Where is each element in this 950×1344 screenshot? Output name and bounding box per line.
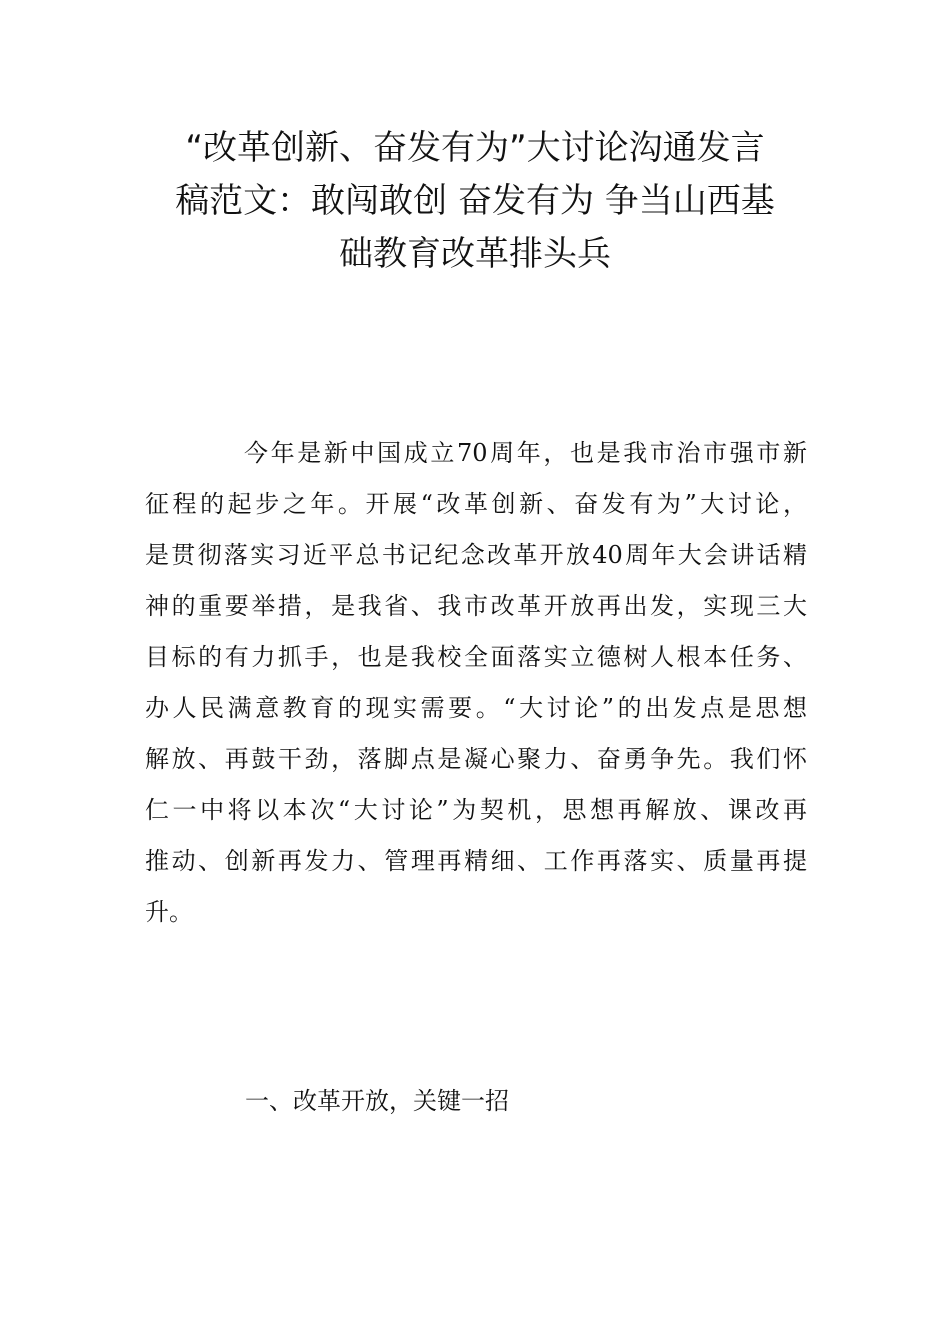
paragraph-line: 解放、再鼓干劲，落脚点是凝心聚力、奋勇争先。我们怀 [145,745,807,773]
paragraph-line: 神的重要举措，是我省、我市改革开放再出发，实现三大 [145,592,807,620]
paragraph-line: 仁一中将以本次“大讨论”为契机，思想再解放、课改再 [145,796,807,824]
section-heading: 一、改革开放，关键一招 [245,1087,509,1115]
title-line: 础教育改革排头兵 [339,234,611,274]
paragraph-line: 目标的有力抓手，也是我校全面落实立德树人根本任务、 [145,643,807,671]
paragraph-line: 办人民满意教育的现实需要。“大讨论”的出发点是思想 [145,694,807,722]
paragraph-line: 是贯彻落实习近平总书记纪念改革开放40周年大会讲话精 [145,541,807,569]
paragraph-line: 推动、创新再发力、管理再精细、工作再落实、质量再提 [145,847,807,875]
paragraph-line: 今年是新中国成立70周年，也是我市治市强市新 [244,439,807,467]
paragraph-line: 征程的起步之年。开展“改革创新、奋发有为”大讨论， [145,490,807,518]
intro-paragraph [145,428,807,938]
title-line: 稿范文：敢闯敢创 奋发有为 争当山西基 [175,181,775,221]
title-line: “改革创新、奋发有为”大讨论沟通发言 [185,128,765,168]
paragraph-line: 升。 [145,898,193,926]
document-title [150,122,800,281]
